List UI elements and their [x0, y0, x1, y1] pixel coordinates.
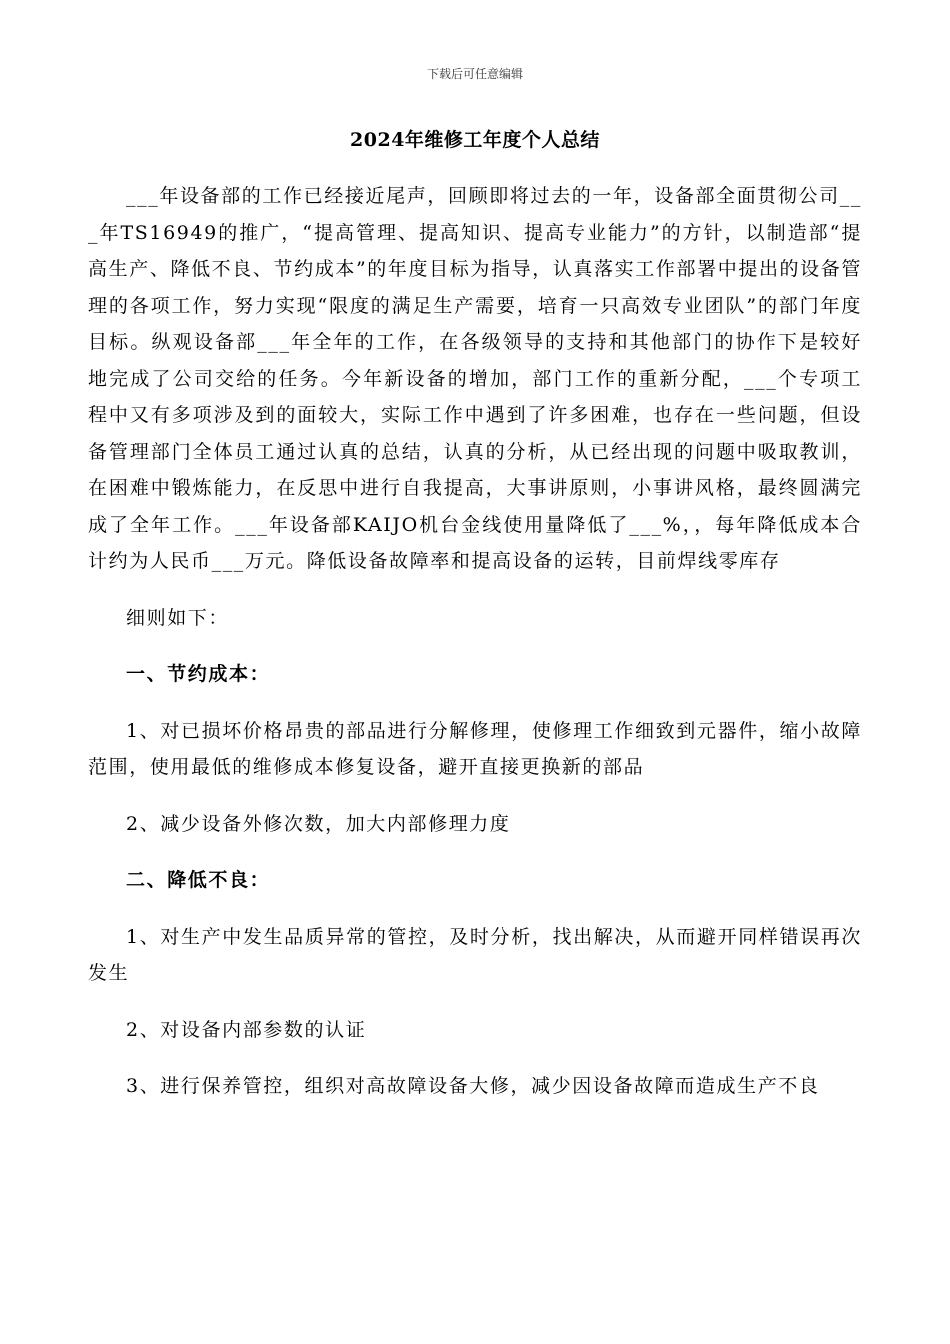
section-heading-cost-saving: 一、节约成本： [126, 663, 271, 685]
details-label: 细则如下： [126, 606, 230, 629]
section-heading-reduce-defects: 二、降低不良： [126, 869, 271, 891]
cost-saving-item-2: 2、减少设备外修次数，加大内部修理力度 [126, 812, 511, 835]
document-body [88, 178, 862, 1105]
cost-saving-item-1: 1、对已损坏价格昂贵的部品进行分解修理，使修理工作细致到元器件，缩小故障范围，使用最低的维修成本修复设备，避开直接更换新的部品 [88, 719, 862, 778]
reduce-defects-item-3: 3、进行保养管控，组织对高故障设备大修，减少因设备故障而造成生产不良 [126, 1075, 820, 1097]
page-header-note: 下载后可任意编辑 [426, 67, 523, 81]
reduce-defects-item-1: 1、对生产中发生品质异常的管控，及时分析，找出解决，从而避开同样错误再次发生 [88, 925, 862, 984]
document-title: 2024年维修工年度个人总结 [350, 129, 600, 151]
reduce-defects-item-2: 2、对设备内部参数的认证 [126, 1018, 367, 1041]
intro-paragraph: ___年设备部的工作已经接近尾声，回顾即将过去的一年，设备部全面贯彻公司___年TS16949的推广，“提高管理、提高知识、提高专业能力”的方针，以制造部“提高生产、降低不良、节约成本”的年度目标为指导，认真落实工作部署中提出的设备管理的各项工作，努力实现“限度的满足生产需要，培育一只高效专业团队”的部门年度目标。纵观设备部___年全年的工作，在各级领导的支持和其他部门的协作下是较好地完成了公司交给的任务。今年新设备的增加，部门工作的重新分配，___个专项工程中又有多项涉及到的面较大，实际工作中遇到了许多困难，也存在一些问题，但设备管理部门全体员工通过认真的总结，认真的分析，从已经出现的问题中吸取教训，在困难中锻炼能力，在反思中进行自我提高，大事讲原则，小事讲风格，最终圆满完成了全年工作。___年设备部KAIJO机台金线使用量降低了___%，，每年降低成本合计约为人民币___万元。降低设备故障率和提高设备的运转，目前焊线零库存 [88, 185, 862, 572]
